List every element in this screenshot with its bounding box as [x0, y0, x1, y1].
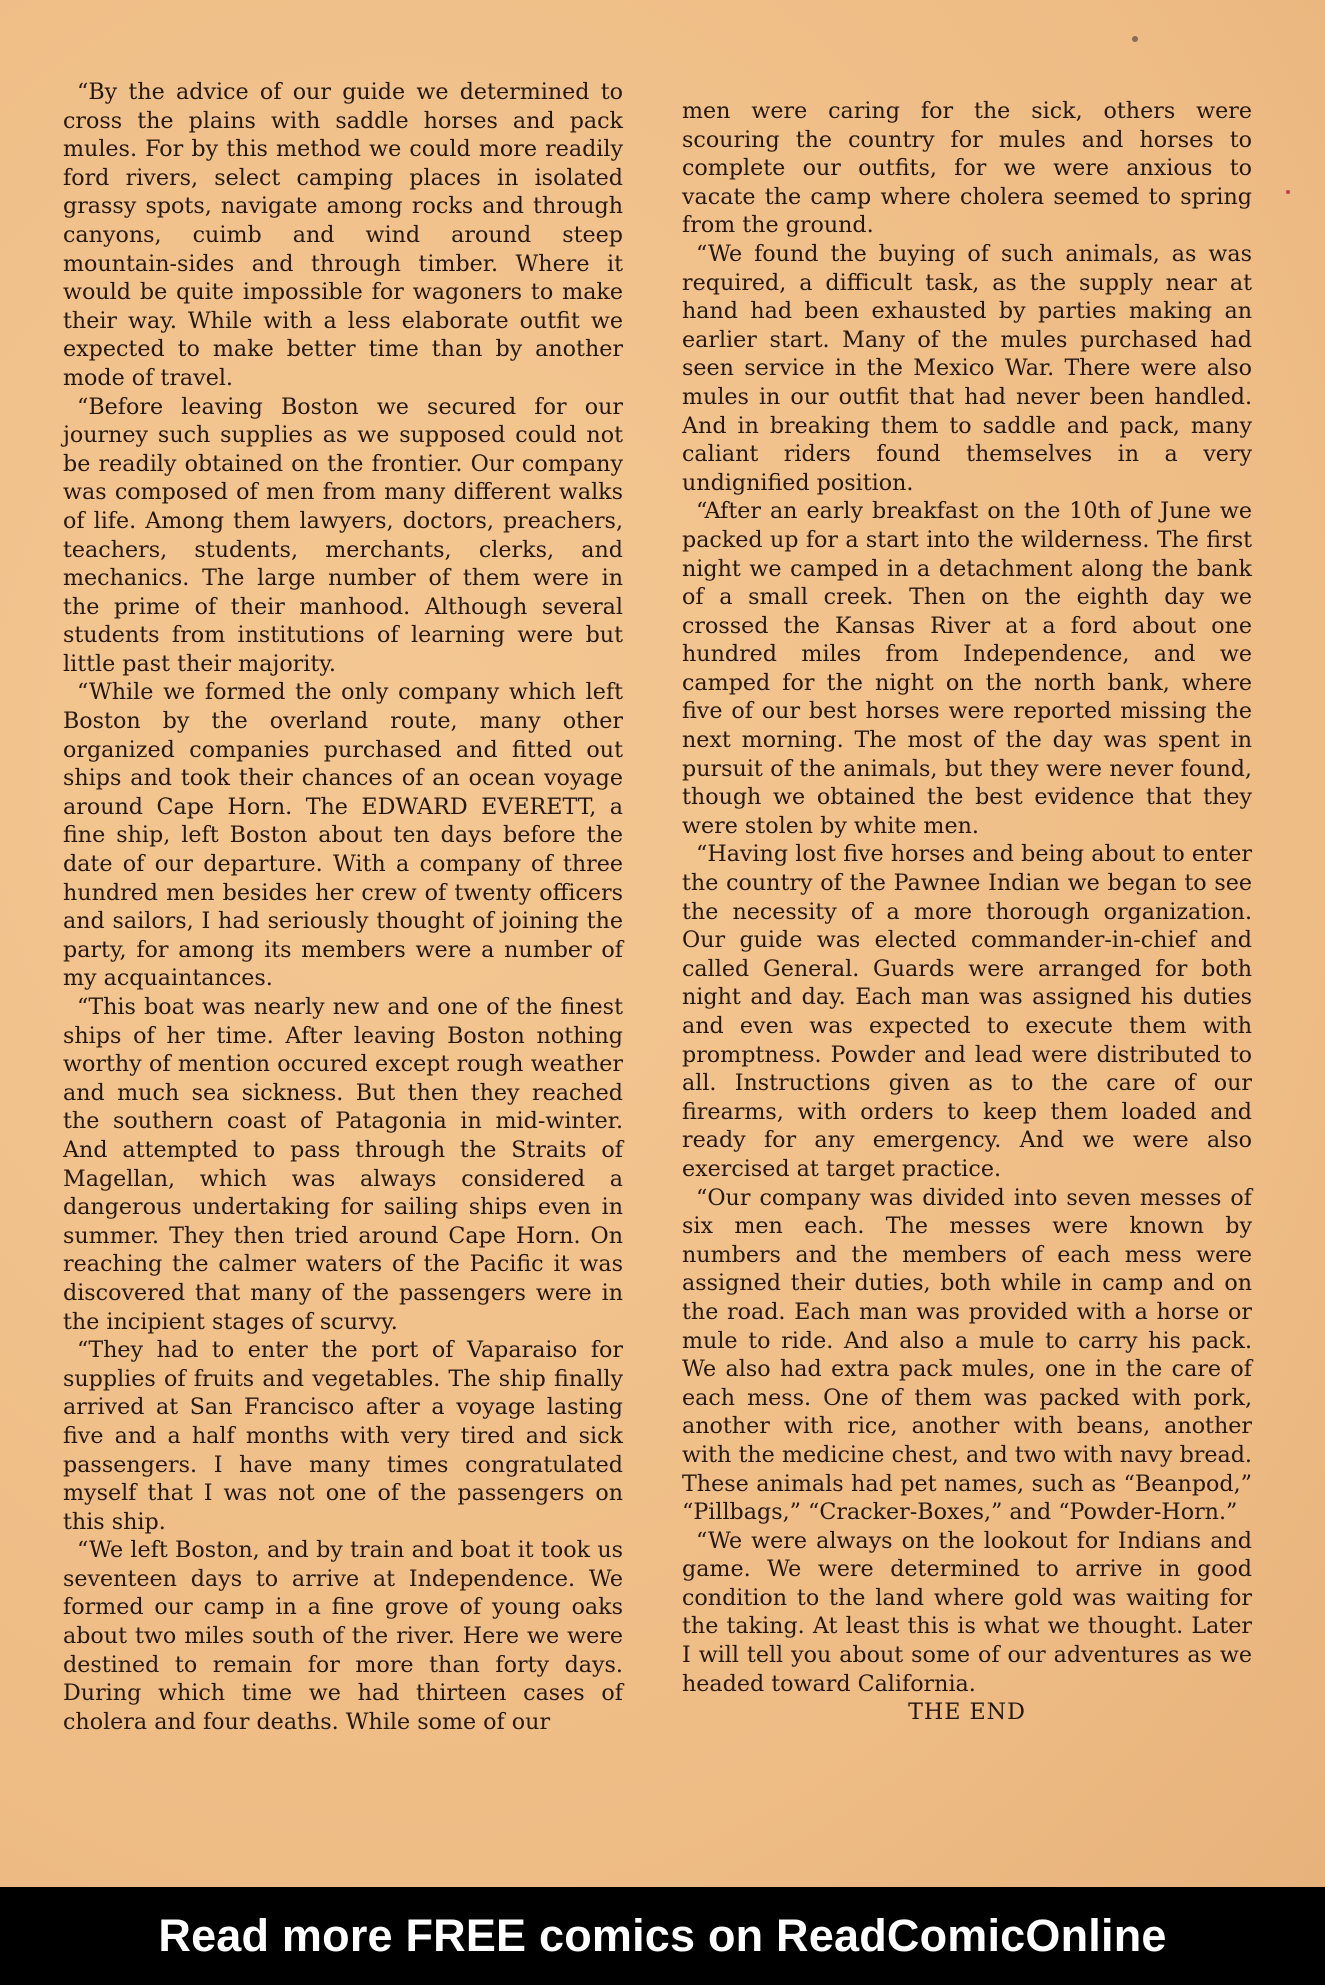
paragraph: “We left Boston, and by train and boat it took us seventeen days to arrive at Independence. We formed our camp in a fine grove of young oaks about two miles south of the river. Here we were destined to remain for more than forty days. During which time we had thirteen cases of cholera and four deaths. While some of our — [63, 1537, 623, 1735]
paragraph: “After an early breakfast on the 10th of June we packed up for a start into the wilderness. The first night we camped in a detachment along the bank of a small creek. Then on the eighth day we crossed the Kansas River at a ford about one hundred miles from Independence, and we camped for the night on the north bank, where five of our best horses were reported missing the next morning. The most of the day was spent in pursuit of the animals, but they were never found, though we obtained the best evidence that they were stolen by white men. — [682, 498, 1252, 839]
paragraph: “Having lost five horses and being about to enter the country of the Pawnee Indian we began to see the necessity of a more thorough organization. Our guide was elected commander-in-chief and called General. Guards were arranged for both night and day. Each man was assigned his duties and even was expected to execute them with promptness. Powder and lead were distributed to all. Instructions given as to the care of our firearms, with orders to keep them loaded and ready for any emergency. And we were also exercised at target practice. — [682, 841, 1252, 1182]
paragraph: “We found the buying of such animals, as was required, a difficult task, as the supply near at hand had been exhausted by parties making an earlier start. Many of the mules purchased had seen service in the Mexico War. There were also mules in our outfit that had never been handled. And in breaking them to saddle and pack, many caliant riders found themselves in a very undignified position. — [682, 240, 1252, 496]
paragraph: “Our company was divided into seven messes of six men each. The messes were known by numbers and the members of each mess were assigned their duties, both while in camp and on the road. Each man was provided with a horse or mule to ride. And also a mule to carry his pack. We also had extra pack mules, one in the care of each mess. One of them was packed with pork, another with rice, another with beans, another with the medicine chest, and two with navy bread. These animals had pet names, such as “Beanpod,” “Pillbags,” “Cracker-Boxes,” and “Powder-Horn.” — [682, 1184, 1252, 1526]
paragraph: “By the advice of our guide we determined to cross the plains with saddle horses and pack mules. For by this method we could more readily ford rivers, select camping places in isolated grassy spots, navigate among rocks and through canyons, cuimb and wind around steep mountain-sides and through timber. Where it would be quite impossible for wagoners to make their way. While with a less elaborate outfit we expected to make better time than by another mode of travel. — [63, 79, 623, 391]
paragraph: “This boat was nearly new and one of the finest ships of her time. After leaving Boston nothing worthy of mention occured except rough weather and much sea sickness. But then they reached the southern coast of Patagonia in mid-winter. And attempted to pass through the Straits of Magellan, which was always considered a dangerous undertaking for sailing ships even in summer. They then tried around Cape Horn. On reaching the calmer waters of the Pacific it was discovered that many of the passengers were in the incipient stages of scurvy. — [63, 994, 623, 1335]
text-column-left — [63, 78, 623, 1736]
footer-banner-text[interactable]: Read more FREE comics on ReadComicOnline — [158, 1910, 1167, 1961]
the-end-label: THE END — [908, 1699, 1026, 1726]
paragraph: “Before leaving Boston we secured for our journey such supplies as we supposed could not be readily obtained on the frontier. Our company was composed of men from many different walks of life. Among them lawyers, doctors, preachers, teachers, students, merchants, clerks, and mechanics. The large number of them were in the prime of their manhood. Although several students from institutions of learning were but little past their majority. — [63, 393, 623, 677]
text-column-right — [682, 97, 1252, 1727]
paragraph: “We were always on the lookout for Indians and game. We were determined to arrive in good condition to the land where gold was waiting for the taking. At least this is what we thought. Later I will tell you about some of our adventures as we headed toward California. — [682, 1527, 1252, 1697]
print-speck — [1132, 36, 1138, 42]
paragraph: “They had to enter the port of Vaparaiso for supplies of fruits and vegetables. The ship finally arrived at San Francisco after a voyage lasting five and a half months with very tired and sick passengers. I have many times congratulated myself that I was not one of the passengers on this ship. — [63, 1337, 623, 1535]
paragraph: men were caring for the sick, others were scouring the country for mules and horses to complete our outfits, for we were anxious to vacate the camp where cholera seemed to spring from the ground. — [682, 98, 1252, 239]
footer-banner[interactable] — [0, 1887, 1325, 1985]
paragraph: “While we formed the only company which left Boston by the overland route, many other organized companies purchased and fitted out ships and took their chances of an ocean voyage around Cape Horn. The EDWARD EVERETT, a fine ship, left Boston about ten days before the date of our departure. With a company of three hundred men besides her crew of twenty officers and sailors, I had seriously thought of joining the party, for among its members were a number of my acquaintances. — [63, 679, 623, 992]
print-speck — [1286, 190, 1290, 194]
